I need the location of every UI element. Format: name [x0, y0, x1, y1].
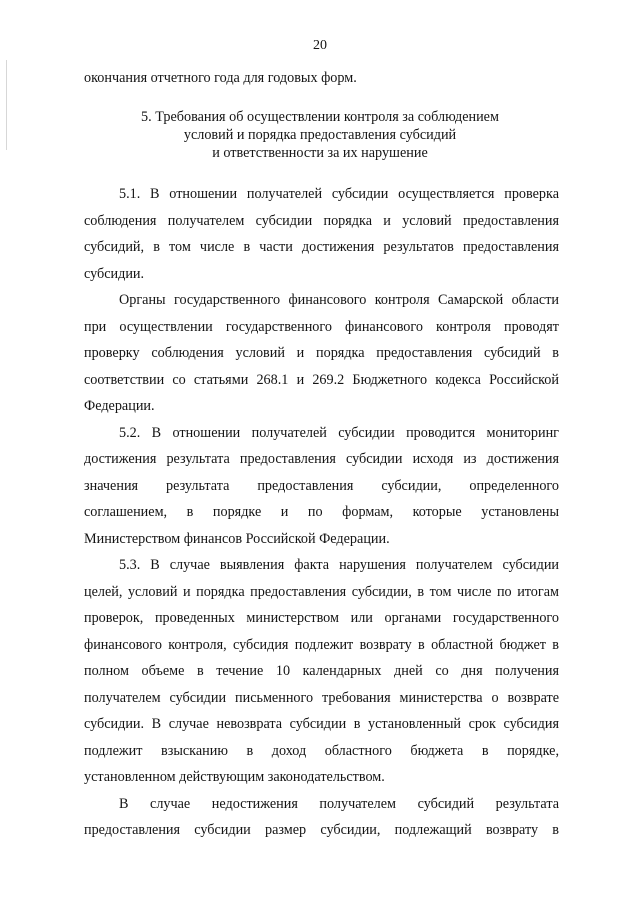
section-heading-line: условий и порядка предоставления субсидий [183, 127, 457, 143]
text-line: В случае недостижения получателем субсидий результата [119, 796, 559, 812]
text-line: получателем субсидии письменного требования министерства о возврате [84, 690, 559, 706]
section-heading-line: 5. Требования об осуществлении контроля за соблюдением [141, 109, 499, 125]
text-line: подлежит взысканию в доход областного бюджета в порядке, [84, 743, 559, 759]
text-line: проверку соблюдения условий и порядка предоставления субсидий в [84, 345, 559, 361]
text-line: целей, условий и порядка предоставления субсидии, в том числе по итогам [84, 584, 559, 600]
text-line: проверок, проведенных министерством или органами государственного [84, 610, 559, 626]
text-line: Федерации. [84, 398, 155, 414]
text-line: при осуществлении государственного финансового контроля проводят [84, 319, 559, 335]
text-line: значения результата предоставления субсидии, определенного [84, 478, 559, 494]
text-line: соглашением, в порядке и по формам, которые установлены [84, 504, 559, 520]
text-line: достижения результата предоставления субсидии исходя из достижения [84, 451, 559, 467]
text-line: субсидий, в том числе в части достижения результатов предоставления [84, 239, 559, 255]
text-line: Министерством финансов Российской Федерации. [84, 531, 390, 547]
text-line: предоставления субсидии размер субсидии, подлежащий возврату в [84, 822, 559, 838]
text-line: 5.3. В случае выявления факта нарушения получателем субсидии [119, 557, 559, 573]
page-number: 20 [313, 38, 327, 53]
text-line: установленном действующим законодательством. [84, 769, 385, 785]
text-line: окончания отчетного года для годовых форм. [84, 70, 357, 86]
text-line: 5.1. В отношении получателей субсидии осуществляется проверка [119, 186, 559, 202]
text-line: 5.2. В отношении получателей субсидии проводится мониторинг [119, 425, 559, 441]
text-line: соблюдения получателем субсидии порядка и условий предоставления [84, 213, 559, 229]
text-line: соответствии со статьями 268.1 и 269.2 Бюджетного кодекса Российской [84, 372, 559, 388]
text-line: Органы государственного финансового контроля Самарской области [119, 292, 559, 308]
text-line: субсидии. [84, 266, 145, 282]
text-line: финансового контроля, субсидия подлежит возврату в областной бюджет в [84, 637, 559, 653]
text-line: субсидии. В случае невозврата субсидии в установленный срок субсидия [84, 716, 559, 732]
text-line: полном объеме в течение 10 календарных дней со дня получения [84, 663, 559, 679]
section-heading-line: и ответственности за их нарушение [212, 145, 428, 161]
